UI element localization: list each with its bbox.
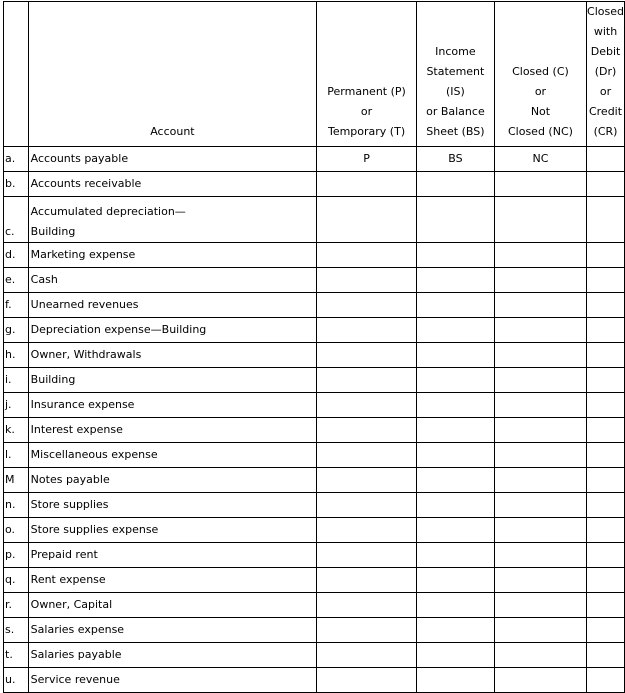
debit-credit-cell[interactable] <box>587 618 625 643</box>
table-row <box>4 493 625 518</box>
table-row <box>4 268 625 293</box>
header-statement <box>416 2 494 147</box>
table-row <box>4 643 625 668</box>
statement-cell[interactable] <box>416 493 494 518</box>
statement-cell[interactable] <box>416 318 494 343</box>
account-name: Rent expense <box>28 568 316 593</box>
table-row <box>4 243 625 268</box>
table-row <box>4 318 625 343</box>
account-name: Building <box>28 368 316 393</box>
permanent-temporary-cell[interactable] <box>317 518 417 543</box>
debit-credit-cell[interactable] <box>587 418 625 443</box>
closed-cell[interactable] <box>494 518 586 543</box>
account-name: Salaries expense <box>28 618 316 643</box>
account-name <box>28 197 316 243</box>
header-line: Closed (C) <box>512 65 569 78</box>
debit-credit-cell[interactable] <box>587 147 625 172</box>
statement-cell[interactable] <box>416 543 494 568</box>
table-row <box>4 197 625 243</box>
permanent-temporary-cell[interactable] <box>317 568 417 593</box>
account-name: Owner, Capital <box>28 593 316 618</box>
debit-credit-cell[interactable] <box>587 368 625 393</box>
statement-cell[interactable] <box>416 443 494 468</box>
table-row <box>4 668 625 693</box>
permanent-temporary-cell[interactable] <box>317 643 417 668</box>
closed-cell[interactable] <box>494 493 586 518</box>
account-name: Marketing expense <box>28 243 316 268</box>
row-letter: d. <box>4 243 29 268</box>
debit-credit-cell[interactable] <box>587 268 625 293</box>
closed-cell[interactable] <box>494 643 586 668</box>
table-row <box>4 593 625 618</box>
statement-cell[interactable] <box>416 293 494 318</box>
permanent-temporary-cell[interactable] <box>317 593 417 618</box>
header-line: Debit (Dr) <box>590 45 621 78</box>
closed-cell[interactable] <box>494 443 586 468</box>
permanent-temporary-cell[interactable] <box>317 293 417 318</box>
account-name: Salaries payable <box>28 643 316 668</box>
account-name: Store supplies <box>28 493 316 518</box>
debit-credit-cell[interactable] <box>587 443 625 468</box>
debit-credit-cell[interactable] <box>587 543 625 568</box>
closed-cell[interactable] <box>494 172 586 197</box>
statement-cell[interactable] <box>416 468 494 493</box>
permanent-temporary-cell[interactable] <box>317 197 417 243</box>
debit-credit-cell[interactable] <box>587 293 625 318</box>
statement-cell[interactable] <box>416 668 494 693</box>
row-letter: c. <box>4 197 29 243</box>
header-line: Income <box>435 45 476 58</box>
debit-credit-cell[interactable] <box>587 468 625 493</box>
debit-credit-cell[interactable] <box>587 172 625 197</box>
row-letter: q. <box>4 568 29 593</box>
header-account: Account <box>28 2 316 147</box>
statement-cell[interactable] <box>416 593 494 618</box>
permanent-temporary-cell[interactable]: P <box>317 147 417 172</box>
header-line: or <box>599 85 612 98</box>
statement-cell[interactable] <box>416 568 494 593</box>
row-letter: h. <box>4 343 29 368</box>
permanent-temporary-cell[interactable] <box>317 268 417 293</box>
header-line: Temporary (T) <box>327 125 406 138</box>
account-name: Notes payable <box>28 468 316 493</box>
statement-cell[interactable] <box>416 393 494 418</box>
account-name: Miscellaneous expense <box>28 443 316 468</box>
row-letter: a. <box>4 147 29 172</box>
closed-cell[interactable] <box>494 393 586 418</box>
row-letter: e. <box>4 268 29 293</box>
statement-cell[interactable] <box>416 197 494 243</box>
table-row <box>4 618 625 643</box>
debit-credit-cell[interactable] <box>587 243 625 268</box>
closed-cell[interactable] <box>494 343 586 368</box>
statement-cell[interactable] <box>416 368 494 393</box>
row-letter: f. <box>4 293 29 318</box>
closed-cell[interactable] <box>494 197 586 243</box>
row-letter: j. <box>4 393 29 418</box>
row-letter: p. <box>4 543 29 568</box>
header-line: Permanent (P) <box>327 85 406 98</box>
header-line: or <box>534 85 547 98</box>
row-letter: t. <box>4 643 29 668</box>
header-line: Not <box>530 105 551 118</box>
statement-cell[interactable] <box>416 418 494 443</box>
row-letter: l. <box>4 443 29 468</box>
row-letter: b. <box>4 172 29 197</box>
debit-credit-cell[interactable] <box>587 318 625 343</box>
permanent-temporary-cell[interactable] <box>317 368 417 393</box>
closed-cell[interactable] <box>494 618 586 643</box>
statement-cell[interactable] <box>416 643 494 668</box>
account-name: Insurance expense <box>28 393 316 418</box>
row-letter: k. <box>4 418 29 443</box>
account-name: Accounts receivable <box>28 172 316 197</box>
table-row <box>4 368 625 393</box>
row-letter: s. <box>4 618 29 643</box>
account-name: Cash <box>28 268 316 293</box>
permanent-temporary-cell[interactable] <box>317 543 417 568</box>
account-name: Prepaid rent <box>28 543 316 568</box>
closed-cell[interactable] <box>494 418 586 443</box>
permanent-temporary-cell[interactable] <box>317 318 417 343</box>
header-permanent-temporary <box>317 2 417 147</box>
statement-cell[interactable] <box>416 268 494 293</box>
header-debit-credit <box>587 2 625 147</box>
statement-cell[interactable] <box>416 618 494 643</box>
debit-credit-cell[interactable] <box>587 493 625 518</box>
closed-cell[interactable] <box>494 293 586 318</box>
header-line: Credit (CR) <box>588 105 623 138</box>
row-letter: M <box>4 468 29 493</box>
permanent-temporary-cell[interactable] <box>317 443 417 468</box>
account-name: Owner, Withdrawals <box>28 343 316 368</box>
statement-cell[interactable] <box>416 343 494 368</box>
header-line: Closed (NC) <box>507 125 573 138</box>
debit-credit-cell[interactable] <box>587 593 625 618</box>
debit-credit-cell[interactable] <box>587 643 625 668</box>
header-row <box>4 2 625 147</box>
permanent-temporary-cell[interactable] <box>317 172 417 197</box>
table-row <box>4 172 625 197</box>
account-name: Accounts payable <box>28 147 316 172</box>
statement-cell[interactable] <box>416 518 494 543</box>
row-letter: i. <box>4 368 29 393</box>
table-row <box>4 568 625 593</box>
row-letter: u. <box>4 668 29 693</box>
table-row <box>4 147 625 172</box>
table-row <box>4 343 625 368</box>
account-name: Store supplies expense <box>28 518 316 543</box>
table-row <box>4 293 625 318</box>
table-row <box>4 468 625 493</box>
header-line: Closed <box>587 5 624 18</box>
closed-cell[interactable] <box>494 593 586 618</box>
account-name: Unearned revenues <box>28 293 316 318</box>
statement-cell[interactable]: BS <box>416 147 494 172</box>
debit-credit-cell[interactable] <box>587 343 625 368</box>
permanent-temporary-cell[interactable] <box>317 418 417 443</box>
closed-cell[interactable] <box>494 568 586 593</box>
debit-credit-cell[interactable] <box>587 197 625 243</box>
closed-cell[interactable]: NC <box>494 147 586 172</box>
closed-cell[interactable] <box>494 543 586 568</box>
permanent-temporary-cell[interactable] <box>317 393 417 418</box>
accounts-classification-table <box>3 1 625 693</box>
closed-cell[interactable] <box>494 468 586 493</box>
account-name: Depreciation expense—Building <box>28 318 316 343</box>
permanent-temporary-cell[interactable] <box>317 668 417 693</box>
permanent-temporary-cell[interactable] <box>317 468 417 493</box>
permanent-temporary-cell[interactable] <box>317 343 417 368</box>
row-letter: o. <box>4 518 29 543</box>
row-letter: r. <box>4 593 29 618</box>
header-line: or <box>360 105 373 118</box>
row-letter: g. <box>4 318 29 343</box>
closed-cell[interactable] <box>494 318 586 343</box>
closed-cell[interactable] <box>494 243 586 268</box>
header-line: Statement (IS) <box>426 65 485 98</box>
permanent-temporary-cell[interactable] <box>317 618 417 643</box>
header-line: Sheet (BS) <box>426 125 485 138</box>
table-row <box>4 543 625 568</box>
table-row <box>4 393 625 418</box>
debit-credit-cell[interactable] <box>587 518 625 543</box>
statement-cell[interactable] <box>416 172 494 197</box>
table-row <box>4 418 625 443</box>
row-letter: n. <box>4 493 29 518</box>
debit-credit-cell[interactable] <box>587 568 625 593</box>
debit-credit-cell[interactable] <box>587 393 625 418</box>
account-name-line: Accumulated depreciation— <box>30 205 186 218</box>
table-row <box>4 443 625 468</box>
permanent-temporary-cell[interactable] <box>317 493 417 518</box>
header-closed <box>494 2 586 147</box>
account-name: Service revenue <box>28 668 316 693</box>
statement-cell[interactable] <box>416 243 494 268</box>
header-letter <box>4 2 29 147</box>
header-line: with <box>593 25 618 38</box>
account-name-line: Building <box>30 225 76 238</box>
debit-credit-cell[interactable] <box>587 668 625 693</box>
closed-cell[interactable] <box>494 668 586 693</box>
closed-cell[interactable] <box>494 368 586 393</box>
closed-cell[interactable] <box>494 268 586 293</box>
permanent-temporary-cell[interactable] <box>317 243 417 268</box>
header-line: or Balance <box>426 105 485 118</box>
table-row <box>4 518 625 543</box>
account-name: Interest expense <box>28 418 316 443</box>
